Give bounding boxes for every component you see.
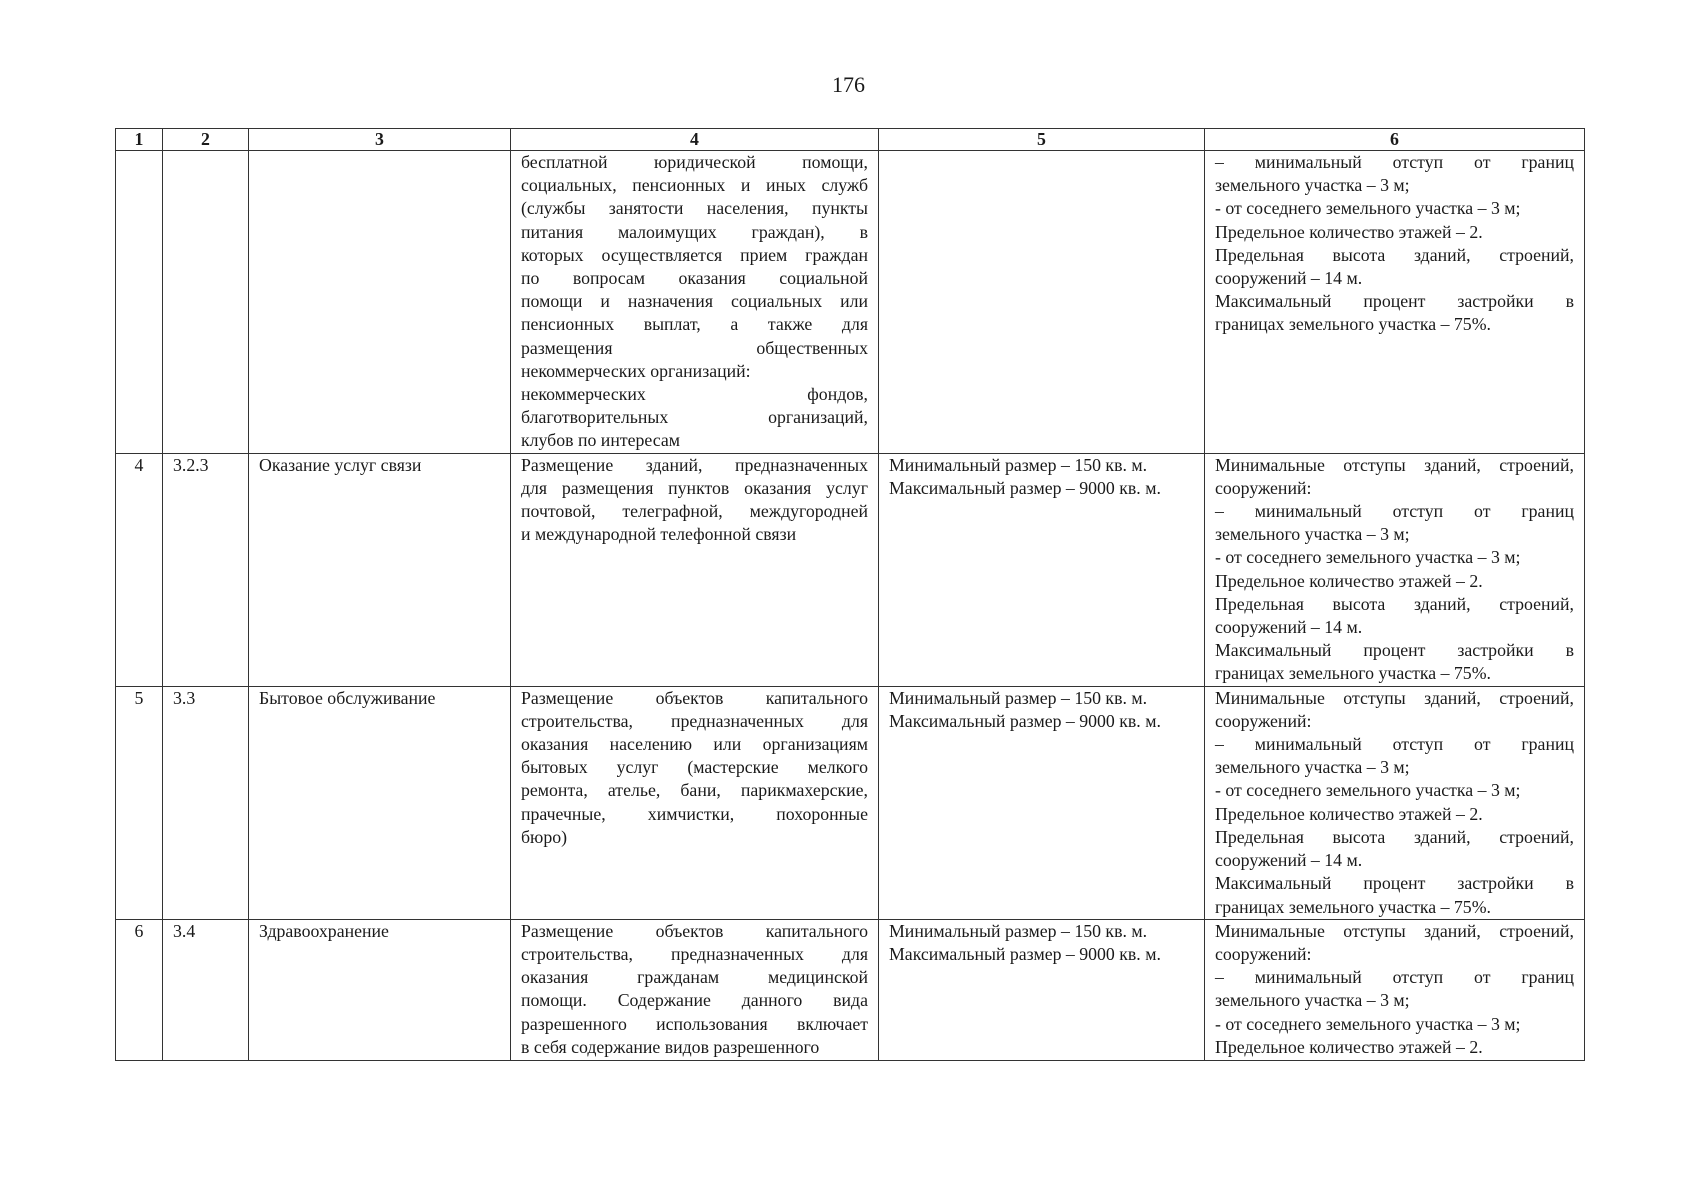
text-line: (службы занятости населения, пункты [521,198,868,219]
text-line: Размещение зданий, предназначенных [521,454,868,475]
text-line: сооружений – 14 м. [1215,268,1363,289]
text-line: помощи и назначения социальных или [521,291,868,312]
text-line: - от соседнего земельного участка – 3 м; [1215,780,1521,801]
cell-number: 6 [116,919,163,1060]
text-line: границах земельного участка – 75%. [1215,314,1491,335]
text-line: Предельная высота зданий, строений, [1215,593,1574,614]
text-line: Максимальный процент застройки в [1215,873,1574,894]
cell-use-name: Оказание услуг связи [249,453,511,686]
cell-parameters [1205,453,1585,686]
cell-parameters [1205,919,1585,1060]
text-line: сооружений: [1215,943,1312,964]
text-line: Минимальный размер – 150 кв. м. [889,920,1148,941]
cell-description [511,151,879,454]
text-line: Предельная высота зданий, строений, [1215,826,1574,847]
text-line: Максимальный процент застройки в [1215,640,1574,661]
cell-code: 3.3 [163,686,249,919]
table-row-continued [116,151,1585,454]
cell-number: 5 [116,686,163,919]
text-line: Минимальные отступы зданий, строений, [1215,454,1574,475]
text-line: границах земельного участка – 75%. [1215,663,1491,684]
text-line: бесплатной юридической помощи, [521,152,868,172]
cell-number [116,151,163,454]
text-line: сооружений – 14 м. [1215,617,1363,638]
header-row [116,129,1585,151]
cell-plot-size [879,453,1205,686]
text-line: Предельное количество этажей – 2. [1215,570,1483,591]
text-line: земельного участка – 3 м; [1215,757,1410,778]
text-line: некоммерческих фондов, [521,384,868,405]
text-line: Минимальный размер – 150 кв. м. [889,454,1148,475]
text-line: сооружений: [1215,477,1312,498]
text-line: размещения общественных [521,337,868,358]
text-line: - от соседнего земельного участка – 3 м; [1215,198,1521,219]
text-line: Предельная высота зданий, строений, [1215,244,1574,265]
text-line: социальных, пенсионных и иных служб [521,175,868,196]
cell-code [163,151,249,454]
text-line: и международной телефонной связи [521,524,797,545]
text-line: строительства, предназначенных для [521,710,868,731]
text-line: благотворительных организаций, [521,407,868,428]
cell-description [511,453,879,686]
text-line: Минимальный размер – 150 кв. м. [889,687,1148,708]
cell-description [511,686,879,919]
header-col-3: 3 [249,129,511,151]
text-line: Размещение объектов капитального [521,920,868,941]
text-line: Предельное количество этажей – 2. [1215,221,1483,242]
text-line: сооружений – 14 м. [1215,850,1363,871]
text-line: земельного участка – 3 м; [1215,524,1410,545]
cell-use-name [249,151,511,454]
cell-parameters [1205,151,1585,454]
text-line: Максимальный размер – 9000 кв. м. [889,477,1161,498]
text-line: Предельное количество этажей – 2. [1215,1036,1483,1057]
text-line: Минимальные отступы зданий, строений, [1215,920,1574,941]
text-line: клубов по интересам [521,430,680,451]
text-line: - от соседнего земельного участка – 3 м; [1215,1013,1521,1034]
text-line: – минимальный отступ от границ [1215,152,1574,172]
text-line: земельного участка – 3 м; [1215,175,1410,196]
text-line: помощи. Содержание данного вида [521,990,868,1011]
text-line: по вопросам оказания социальной [521,268,868,289]
text-line: Максимальный размер – 9000 кв. м. [889,710,1161,731]
text-line: некоммерческих организаций: [521,360,751,381]
header-col-2: 2 [163,129,249,151]
cell-parameters [1205,686,1585,919]
text-line: в себя содержание видов разрешенного [521,1036,820,1057]
text-line: – минимальный отступ от границ [1215,501,1574,522]
text-line: строительства, предназначенных для [521,943,868,964]
cell-plot-size [879,686,1205,919]
zoning-table [115,128,1585,1061]
text-line: разрешенного использования включает [521,1013,868,1034]
text-line: границах земельного участка – 75%. [1215,896,1491,917]
header-col-5: 5 [879,129,1205,151]
text-line: оказания населению или организациям [521,734,868,755]
text-line: пенсионных выплат, а также для [521,314,868,335]
text-line: - от соседнего земельного участка – 3 м; [1215,547,1521,568]
text-line: Максимальный процент застройки в [1215,291,1574,312]
cell-number: 4 [116,453,163,686]
text-line: – минимальный отступ от границ [1215,967,1574,988]
text-line: для размещения пунктов оказания услуг [521,477,868,498]
text-line: оказания гражданам медицинской [521,967,868,988]
text-line: бюро) [521,826,568,847]
table-row-5 [116,686,1585,919]
text-line: земельного участка – 3 м; [1215,990,1410,1011]
text-line: Предельное количество этажей – 2. [1215,803,1483,824]
page-number: 176 [832,72,865,97]
text-line: питания малоимущих граждан), в [521,221,868,242]
text-line: Размещение объектов капитального [521,687,868,708]
table-row-4 [116,453,1585,686]
text-line: которых осуществляется прием граждан [521,244,868,265]
header-col-4: 4 [511,129,879,151]
cell-description [511,919,879,1060]
cell-plot-size [879,919,1205,1060]
table-row-6 [116,919,1585,1060]
cell-code: 3.4 [163,919,249,1060]
cell-plot-size [879,151,1205,454]
text-line: ремонта, ателье, бани, парикмахерские, [521,780,868,801]
text-line: прачечные, химчистки, похоронные [521,803,868,824]
text-line: Максимальный размер – 9000 кв. м. [889,943,1161,964]
cell-use-name: Бытовое обслуживание [249,686,511,919]
text-line: почтовой, телеграфной, междугородней [521,501,868,522]
cell-code: 3.2.3 [163,453,249,686]
text-line: Минимальные отступы зданий, строений, [1215,687,1574,708]
cell-use-name: Здравоохранение [249,919,511,1060]
header-col-1: 1 [116,129,163,151]
text-line: сооружений: [1215,710,1312,731]
text-line: – минимальный отступ от границ [1215,734,1574,755]
header-col-6: 6 [1205,129,1585,151]
text-line: бытовых услуг (мастерские мелкого [521,757,868,778]
